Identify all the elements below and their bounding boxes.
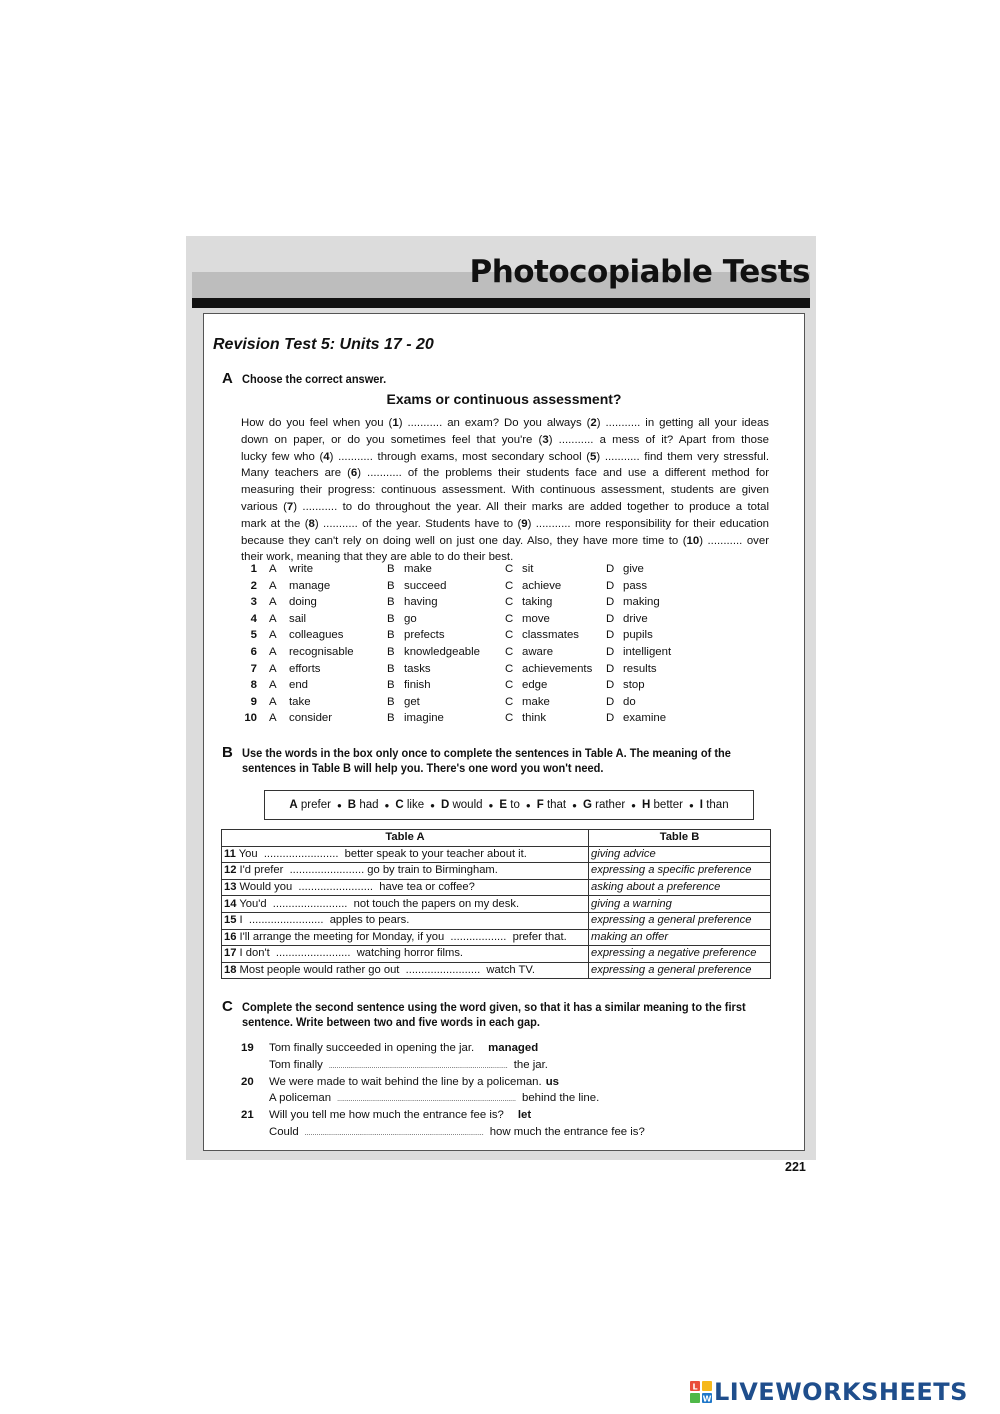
word-value: would <box>452 799 483 811</box>
option-d[interactable]: intelligent <box>623 646 672 658</box>
paragraph-text: mark at the ( <box>241 517 309 530</box>
option-row <box>239 679 799 696</box>
section-c-letter: C <box>222 998 233 1015</box>
paragraph-text: their work, meaning that they are able to do their best. <box>241 551 514 564</box>
item-number: 21 <box>241 1109 254 1121</box>
option-d[interactable]: making <box>623 596 660 609</box>
sentence-text: Most people would rather go out ........................ watch TV. <box>236 964 535 977</box>
gap-number: 5 <box>590 450 597 463</box>
rewrite-end: behind the line. <box>522 1092 600 1105</box>
word-key: F <box>536 799 544 811</box>
table-b-cell: giving a warning <box>589 896 771 913</box>
option-d[interactable]: stop <box>623 679 645 692</box>
paragraph-text: ) ........... of the problems their students face and use a different method for <box>357 467 769 480</box>
option-b[interactable]: knowledgeable <box>404 646 480 658</box>
option-letter-c: C <box>505 579 514 592</box>
option-c[interactable]: aware <box>522 646 554 658</box>
option-a[interactable]: doing <box>289 596 317 609</box>
page-number: 221 <box>785 1160 806 1174</box>
option-b[interactable]: having <box>404 596 438 609</box>
answer-gap[interactable]: ............................................................................................ <box>304 1129 484 1137</box>
option-c[interactable]: think <box>522 712 547 725</box>
paragraph-text: ) ........... of the year. Students have to ( <box>314 517 522 530</box>
option-letter-d: D <box>606 662 615 675</box>
option-letter-b: B <box>387 596 395 609</box>
option-d[interactable]: drive <box>623 612 648 625</box>
table-row <box>222 946 771 963</box>
reading-paragraph <box>241 415 769 566</box>
paragraph-text: ) ........... to do throughout the year. All their marks are added together to produce a total <box>293 500 769 513</box>
table-a-cell[interactable] <box>222 946 589 963</box>
word-box <box>264 790 754 820</box>
option-letter-d: D <box>606 579 615 592</box>
option-b[interactable]: imagine <box>404 712 444 725</box>
table-b-cell: expressing a negative preference <box>589 946 771 963</box>
answer-gap[interactable]: ............................................................................................ <box>328 1062 508 1070</box>
question-number: 10 <box>244 712 257 725</box>
word-key: C <box>395 799 404 811</box>
section-c-instruction-line2: sentence. Write between two and five words in each gap. <box>242 1015 540 1029</box>
option-letter-d: D <box>606 679 615 692</box>
table-a-cell[interactable] <box>222 896 589 913</box>
option-row <box>239 613 799 630</box>
rewrite-line <box>269 1092 599 1104</box>
question-number: 6 <box>250 646 257 658</box>
transformation-item <box>241 1042 538 1054</box>
option-letter-d: D <box>606 629 615 642</box>
revision-title: Revision Test 5: Units 17 - 20 <box>213 336 434 353</box>
option-c[interactable]: make <box>522 695 550 708</box>
option-row <box>239 712 799 729</box>
paragraph-text: ) ........... find them very stressful. <box>596 450 769 463</box>
option-letter-c: C <box>505 662 514 675</box>
option-letter-a: A <box>269 646 277 658</box>
word-value: better <box>653 799 683 811</box>
option-row <box>239 629 799 646</box>
sentence-number: 16 <box>224 930 237 943</box>
option-letter-c: C <box>505 695 514 708</box>
section-b-instruction-line2: sentences in Table B will help you. There's one word you won't need. <box>242 761 604 775</box>
gap-number: 4 <box>323 450 330 463</box>
paragraph-text: lucky few who ( <box>241 450 324 463</box>
paragraph-text: down on paper, or do you sometimes feel that you're ( <box>241 433 543 446</box>
option-letter-d: D <box>606 563 615 575</box>
option-row <box>239 696 799 713</box>
rewrite-end: the jar. <box>513 1058 548 1071</box>
question-number: 5 <box>250 629 257 642</box>
sentence-number: 18 <box>224 964 237 977</box>
section-b-letter: B <box>222 744 233 761</box>
reading-title: Exams or continuous assessment? <box>386 391 622 407</box>
sentence-text: I don't ........................ watching horror films. <box>236 947 464 960</box>
word-key: G <box>582 799 592 811</box>
option-a[interactable]: consider <box>289 712 333 725</box>
option-letter-c: C <box>505 563 514 575</box>
option-letter-d: D <box>606 612 615 625</box>
bullet-separator: ● <box>688 800 694 810</box>
option-b[interactable]: tasks <box>404 662 431 675</box>
table-a-header: Table A <box>222 830 589 847</box>
rewrite-start: A policeman <box>269 1092 332 1105</box>
gap-number: 1 <box>392 417 399 429</box>
word-key: D <box>440 799 450 811</box>
option-d[interactable]: do <box>623 695 636 708</box>
logo-letter-l: L <box>692 1382 698 1392</box>
table-b-header: Table B <box>589 830 771 847</box>
option-letter-a: A <box>269 596 277 609</box>
bullet-separator: ● <box>336 800 342 810</box>
paragraph-line <box>241 415 769 432</box>
word-value: to <box>510 799 520 811</box>
option-c[interactable]: achieve <box>522 579 562 592</box>
table-a-cell[interactable] <box>222 879 589 896</box>
option-letter-b: B <box>387 712 395 725</box>
transformation-item <box>241 1076 559 1088</box>
option-letter-d: D <box>606 695 615 708</box>
sentence-number: 15 <box>224 914 237 927</box>
liveworksheets-logo-icon <box>690 1381 712 1403</box>
option-d[interactable]: examine <box>623 712 667 725</box>
option-letter-b: B <box>387 563 395 575</box>
rewrite-start: Tom finally <box>269 1058 323 1071</box>
option-a[interactable]: manage <box>289 579 331 592</box>
option-letter-d: D <box>606 646 615 658</box>
option-c[interactable]: move <box>522 612 550 625</box>
option-row <box>239 580 799 597</box>
option-c[interactable]: edge <box>522 679 548 692</box>
table-b-cell: expressing a general preference <box>589 962 771 979</box>
word-key: A <box>289 799 298 811</box>
sentence-text: Would you ........................ have tea or coffee? <box>236 881 475 894</box>
paragraph-line <box>241 533 769 550</box>
option-a[interactable]: take <box>289 695 311 708</box>
table-b-cell: expressing a specific preference <box>589 863 771 880</box>
question-number: 1 <box>250 563 257 575</box>
paragraph-text: Many teachers are ( <box>241 467 351 480</box>
option-b[interactable]: finish <box>404 679 431 692</box>
sentence-number: 13 <box>224 881 237 894</box>
word-box-item <box>499 799 519 811</box>
option-letter-c: C <box>505 629 514 642</box>
option-letter-c: C <box>505 712 514 725</box>
rewrite-line <box>269 1126 645 1138</box>
word-box-item <box>537 799 566 811</box>
option-b[interactable]: succeed <box>404 579 447 592</box>
word-value: had <box>359 799 379 811</box>
word-value: prefer <box>300 799 331 811</box>
gap-number: 9 <box>521 517 528 530</box>
option-c[interactable]: achievements <box>522 662 593 675</box>
header-rule <box>192 298 810 308</box>
sentence-text: I'd prefer ........................ go by train to Birmingham. <box>236 864 498 877</box>
option-letter-b: B <box>387 695 395 708</box>
paragraph-text: ) ........... a mess of it? Apart from those <box>548 433 769 446</box>
option-letter-a: A <box>269 662 277 675</box>
option-letter-b: B <box>387 629 395 642</box>
answer-gap[interactable]: ............................................................................................ <box>337 1096 516 1104</box>
bullet-separator: ● <box>430 800 435 810</box>
paragraph-text: various ( <box>241 500 287 513</box>
option-letter-b: B <box>387 662 395 675</box>
worksheet-page <box>186 236 816 1160</box>
word-box-item <box>642 799 683 811</box>
original-sentence: We were made to wait behind the line by a policeman. <box>269 1075 542 1088</box>
question-number: 3 <box>250 596 257 609</box>
question-number: 7 <box>250 662 257 675</box>
word-box-item <box>289 799 331 811</box>
sentence-number: 11 <box>224 847 236 860</box>
option-row <box>239 646 799 663</box>
word-key: I <box>699 799 703 811</box>
logo-letter-w: W <box>702 1394 712 1403</box>
word-value: than <box>706 799 729 811</box>
option-a[interactable]: sail <box>289 612 307 625</box>
option-letter-b: B <box>387 679 395 692</box>
word-box-item <box>348 799 379 811</box>
table-row <box>222 912 771 929</box>
table-b-cell: asking about a preference <box>589 879 771 896</box>
table-row <box>222 879 771 896</box>
word-box-item <box>583 799 625 811</box>
section-a-letter: A <box>222 370 233 387</box>
table-row <box>222 863 771 880</box>
option-b[interactable]: prefects <box>404 629 445 642</box>
paragraph-text: ) ........... more responsibility for their education <box>527 517 769 530</box>
rewrite-end: how much the entrance fee is? <box>489 1125 645 1138</box>
table-row <box>222 929 771 946</box>
question-number: 8 <box>250 679 257 692</box>
footer-brand <box>690 1378 968 1406</box>
option-a[interactable]: recognisable <box>289 646 354 658</box>
option-letter-b: B <box>387 612 395 625</box>
word-key: H <box>642 799 651 811</box>
word-key: E <box>499 799 508 811</box>
option-row <box>239 563 799 580</box>
option-letter-b: B <box>387 646 395 658</box>
table-a-cell[interactable] <box>222 846 589 863</box>
option-d[interactable]: pupils <box>623 629 653 642</box>
gap-number: 8 <box>308 517 315 530</box>
item-number: 20 <box>241 1075 254 1088</box>
paragraph-line <box>241 465 769 482</box>
sentence-number: 14 <box>224 897 237 910</box>
paragraph-text: ) ........... over <box>699 534 770 547</box>
option-b[interactable]: go <box>404 612 417 625</box>
paragraph-text: ) ........... through exams, most secondary school ( <box>329 450 591 463</box>
option-b[interactable]: get <box>404 695 420 708</box>
paragraph-line <box>241 499 769 516</box>
sentence-text: You ........................ better speak to your teacher about it. <box>235 847 527 860</box>
paragraph-text: How do you feel when you ( <box>241 417 393 429</box>
option-letter-c: C <box>505 646 514 658</box>
brand-name: LIVEWORKSHEETS <box>714 1378 968 1406</box>
option-letter-d: D <box>606 596 615 609</box>
keyword: us <box>545 1075 559 1088</box>
option-letter-a: A <box>269 629 277 642</box>
section-a-instruction: Choose the correct answer. <box>242 372 387 386</box>
transformation-item <box>241 1109 531 1121</box>
test-panel <box>203 313 805 1151</box>
question-number: 4 <box>250 612 257 625</box>
bullet-separator: ● <box>631 800 637 810</box>
table-row <box>222 896 771 913</box>
question-number: 9 <box>250 695 257 708</box>
sentence-text: I ........................ apples to pears. <box>236 914 410 927</box>
sentence-text: You'd ........................ not touch the papers on my desk. <box>236 897 520 910</box>
paragraph-text: measuring their progress: continuous assessment. With continuous assessment, students are given <box>241 484 769 497</box>
option-letter-c: C <box>505 596 514 609</box>
gap-number: 6 <box>350 467 358 480</box>
option-letter-a: A <box>269 563 277 575</box>
gap-number: 2 <box>590 417 597 429</box>
option-c[interactable]: taking <box>522 596 553 609</box>
word-box-item <box>441 799 483 811</box>
header-title: Photocopiable Tests <box>469 254 810 290</box>
sentence-number: 12 <box>224 864 237 877</box>
preference-table <box>221 829 771 979</box>
option-letter-a: A <box>269 695 277 708</box>
section-c-instruction-line1: Complete the second sentence using the word given, so that it has a similar meaning to the first <box>242 1000 746 1014</box>
option-letter-a: A <box>269 612 277 625</box>
bullet-separator: ● <box>525 800 531 810</box>
sentence-text: I'll arrange the meeting for Monday, if you .................. prefer that. <box>236 930 567 943</box>
bullet-separator: ● <box>384 800 390 810</box>
paragraph-line <box>241 432 769 449</box>
table-a-cell[interactable] <box>222 929 589 946</box>
word-value: like <box>406 799 425 811</box>
section-b-instruction-line1: Use the words in the box only once to complete the sentences in Table A. The meaning of the <box>242 746 731 760</box>
option-a[interactable]: colleagues <box>289 629 344 642</box>
paragraph-text: because they can't rely on doing well on just one day. Also, they have more time to ( <box>241 534 687 547</box>
paragraph-text: ) ........... in getting all your ideas <box>596 417 769 429</box>
word-value: that <box>546 799 567 811</box>
word-box-item <box>700 799 729 811</box>
bullet-separator: ● <box>572 800 577 810</box>
item-number: 19 <box>241 1042 254 1054</box>
original-sentence: Will you tell me how much the entrance fee is? <box>269 1109 504 1121</box>
option-row <box>239 596 799 613</box>
option-a[interactable]: efforts <box>289 662 321 675</box>
table-a-cell[interactable] <box>222 863 589 880</box>
word-box-item <box>395 799 424 811</box>
paragraph-line <box>241 449 769 466</box>
option-letter-a: A <box>269 679 277 692</box>
option-d[interactable]: results <box>623 662 657 675</box>
option-letter-a: A <box>269 712 277 725</box>
question-number: 2 <box>250 579 257 592</box>
rewrite-start: Could <box>269 1125 299 1138</box>
table-b-cell: giving advice <box>589 846 771 863</box>
table-b-cell: making an offer <box>589 929 771 946</box>
option-a[interactable]: write <box>289 563 314 575</box>
keyword: managed <box>488 1042 539 1054</box>
option-row <box>239 663 799 680</box>
paragraph-line <box>241 516 769 533</box>
option-letter-d: D <box>606 712 615 725</box>
table-row <box>222 962 771 979</box>
gap-number: 10 <box>686 534 700 547</box>
paragraph-line <box>241 482 769 499</box>
option-a[interactable]: end <box>289 679 309 692</box>
sentence-number: 17 <box>224 947 237 960</box>
word-key: B <box>347 799 357 811</box>
table-row <box>222 846 771 863</box>
original-sentence: Tom finally succeeded in opening the jar. <box>269 1042 475 1054</box>
gap-number: 7 <box>286 500 294 513</box>
option-d[interactable]: pass <box>623 579 648 592</box>
option-letter-c: C <box>505 612 514 625</box>
gap-number: 3 <box>542 433 549 446</box>
word-value: rather <box>595 799 626 811</box>
option-letter-c: C <box>505 679 514 692</box>
rewrite-line <box>269 1059 548 1071</box>
table-b-cell: expressing a general preference <box>589 912 771 929</box>
table-a-cell[interactable] <box>222 912 589 929</box>
table-a-cell[interactable] <box>222 962 589 979</box>
keyword: let <box>517 1109 532 1121</box>
option-c[interactable]: classmates <box>522 629 579 642</box>
option-letter-b: B <box>387 579 395 592</box>
bullet-separator: ● <box>488 800 494 810</box>
paragraph-text: ) ........... an exam? Do you always ( <box>398 417 591 429</box>
option-b[interactable]: make <box>404 563 432 575</box>
option-d[interactable]: give <box>623 563 644 575</box>
option-c[interactable]: sit <box>522 563 534 575</box>
option-letter-a: A <box>269 579 277 592</box>
